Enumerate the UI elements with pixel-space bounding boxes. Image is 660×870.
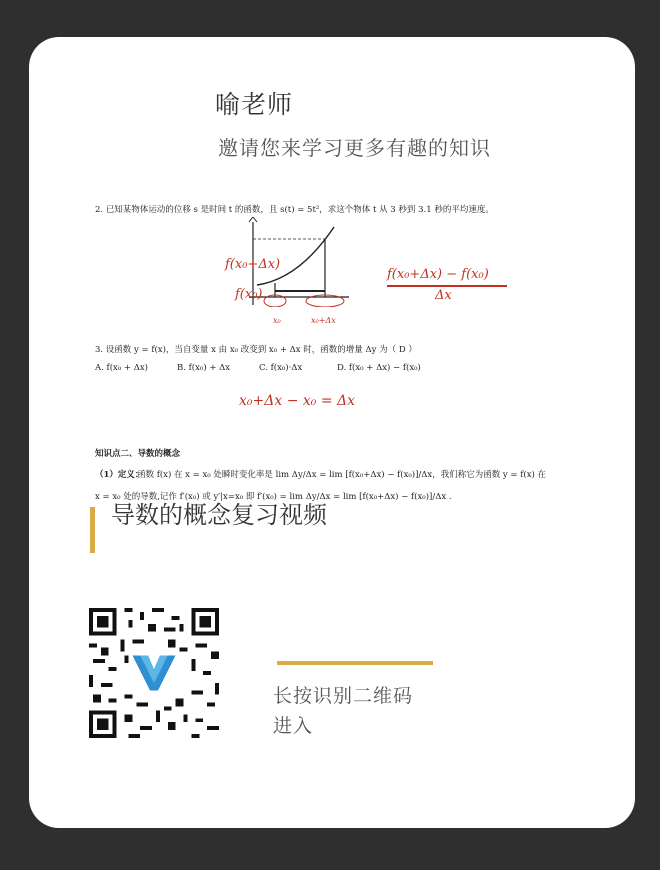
handwritten-x0: x₀ bbox=[273, 316, 281, 325]
handwritten-fraction-bar bbox=[387, 285, 507, 287]
title-accent-bar bbox=[90, 507, 95, 553]
option-c: C. f(x₀)·Δx bbox=[259, 363, 303, 373]
scan-line-2: 进入 bbox=[273, 715, 314, 737]
option-d: D. f(x₀ + Δx) − f(x₀) bbox=[337, 363, 421, 373]
question-2: 2. 已知某物体运动的位移 s 是时间 t 的函数，且 s(t) = 5t²，求这个物体 t 从 3 秒到 3.1 秒的平均速度。 bbox=[95, 205, 494, 215]
option-a: A. f(x₀ + Δx) bbox=[95, 363, 148, 373]
scan-accent-line bbox=[277, 661, 433, 665]
lesson-notes-image[interactable] bbox=[89, 197, 589, 502]
video-title: 导数的概念复习视频 bbox=[111, 501, 327, 529]
card bbox=[29, 37, 635, 828]
invite-text: 邀请您来学习更多有趣的知识 bbox=[218, 136, 491, 160]
knowledge-point-title: 知识点二、导数的概念 bbox=[95, 449, 181, 459]
handwritten-delta-x: x₀+Δx − x₀ = Δx bbox=[239, 393, 356, 409]
scan-line-1: 长按识别二维码 bbox=[273, 685, 414, 707]
handwritten-x0-dx: x₀+Δx bbox=[311, 316, 336, 325]
handwritten-fraction-den: Δx bbox=[435, 288, 452, 303]
definition-label: （1）定义： bbox=[95, 470, 144, 480]
handwritten-fx0-plus: f(x₀+Δx) bbox=[225, 257, 281, 272]
qr-code[interactable] bbox=[89, 608, 219, 738]
handwritten-fraction-num: f(x₀+Δx) − f(x₀) bbox=[387, 267, 489, 282]
option-b: B. f(x₀) + Δx bbox=[177, 363, 231, 373]
handwritten-fx0: f(x₀) bbox=[235, 287, 263, 302]
scan-instruction bbox=[273, 681, 413, 741]
definition-line-2: x = x₀ 处的导数,记作 f′(x₀) 或 y′|x=x₀ 即 f′(x₀) = lim Δy/Δx = lim [f(x₀+Δx) − f(x₀)]/Δx . bbox=[95, 492, 452, 502]
question-3: 3. 设函数 y = f(x)，当自变量 x 由 x₀ 改变到 x₀ + Δx 时，函数的增量 Δy 为（ D ） bbox=[95, 345, 417, 355]
teacher-name: 喻老师 bbox=[215, 90, 294, 119]
definition-line-1: 函数 f(x) 在 x = x₀ 处瞬时变化率是 lim Δy/Δx = lim [f(x₀+Δx) − f(x₀)]/Δx，我们称它为函数 y = f(x) 在 bbox=[137, 470, 547, 480]
